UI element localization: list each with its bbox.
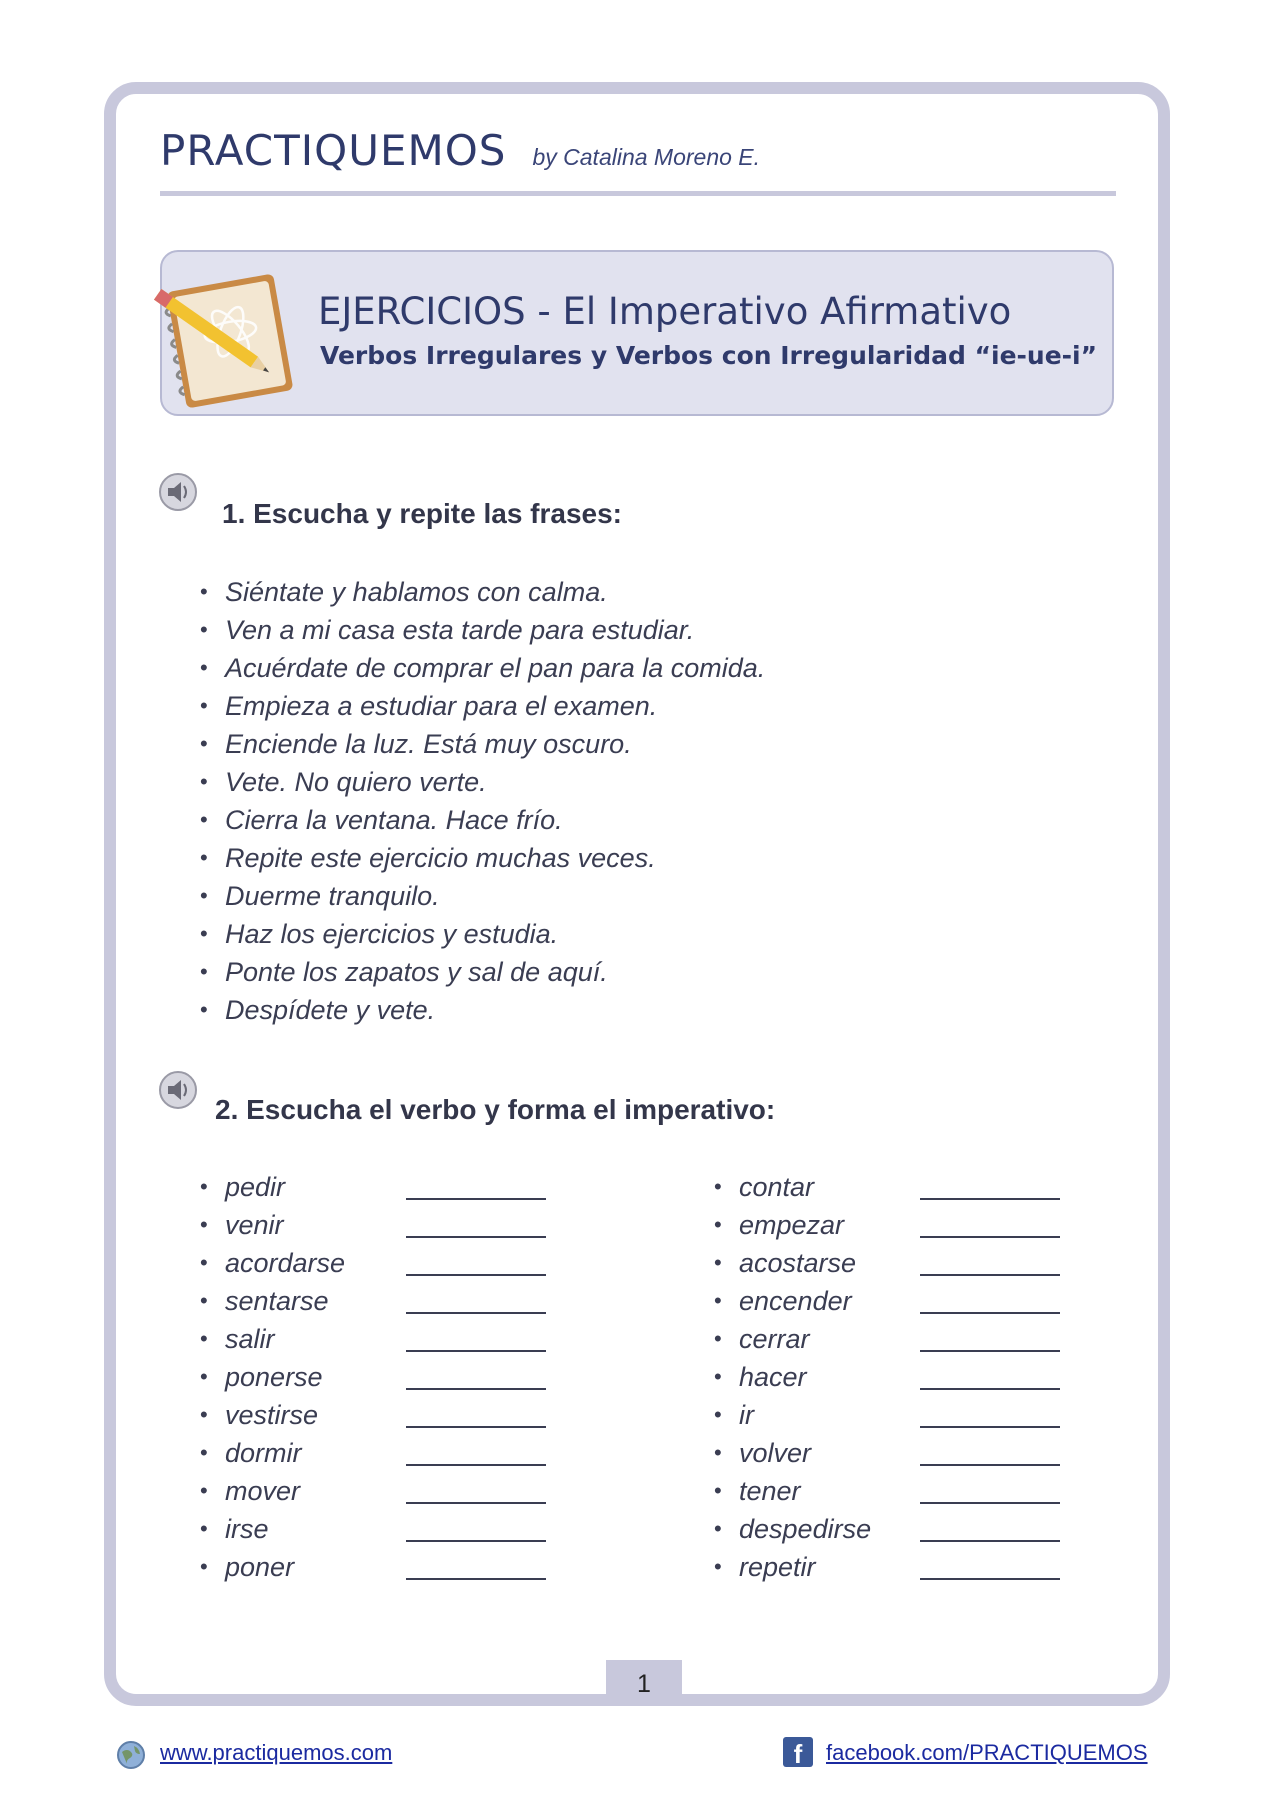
answer-blank[interactable] — [406, 1388, 546, 1390]
answer-blank[interactable] — [920, 1236, 1060, 1238]
worksheet-subtitle: Verbos Irregulares y Verbos con Irregularidad “ie-ue-i” — [320, 341, 1098, 370]
list-item: • dormir — [200, 1434, 345, 1472]
verb-list-right — [714, 1168, 871, 1586]
list-item: • pedir — [200, 1168, 345, 1206]
answer-blank[interactable] — [406, 1426, 546, 1428]
answer-blank[interactable] — [920, 1388, 1060, 1390]
sentence-list — [200, 573, 765, 1029]
list-item: • Haz los ejercicios y estudia. — [200, 919, 559, 949]
answer-blank[interactable] — [406, 1312, 546, 1314]
facebook-link[interactable]: facebook.com/PRACTIQUEMOS — [826, 1740, 1148, 1765]
list-item: • Siéntate y hablamos con calma. — [200, 577, 608, 607]
list-item: • salir — [200, 1320, 345, 1358]
list-item: • Acuérdate de comprar el pan para la comida. — [200, 653, 766, 683]
list-item: • ir — [714, 1396, 871, 1434]
list-item: • contar — [714, 1168, 871, 1206]
list-item: • Repite este ejercicio muchas veces. — [200, 843, 656, 873]
list-item: • Despídete y vete. — [200, 995, 436, 1025]
list-item: • repetir — [714, 1548, 871, 1586]
list-item: • vestirse — [200, 1396, 345, 1434]
list-item: • mover — [200, 1472, 345, 1510]
answer-blank[interactable] — [406, 1350, 546, 1352]
list-item: • hacer — [714, 1358, 871, 1396]
list-item: • Ponte los zapatos y sal de aquí. — [200, 957, 608, 987]
globe-icon — [116, 1740, 146, 1770]
list-item: • cerrar — [714, 1320, 871, 1358]
answer-blank[interactable] — [920, 1274, 1060, 1276]
list-item: • Cierra la ventana. Hace frío. — [200, 805, 563, 835]
worksheet-title: EJERCICIOS - El Imperativo Afirmativo — [318, 290, 1012, 333]
list-item: • Vete. No quiero verte. — [200, 767, 487, 797]
list-item: • empezar — [714, 1206, 871, 1244]
answer-blank[interactable] — [406, 1502, 546, 1504]
list-item: • Ven a mi casa esta tarde para estudiar. — [200, 615, 695, 645]
website-link[interactable]: www.practiquemos.com — [160, 1740, 393, 1765]
answer-blank[interactable] — [920, 1312, 1060, 1314]
verb-list-left — [200, 1168, 345, 1586]
answer-blank[interactable] — [406, 1540, 546, 1542]
answer-blank[interactable] — [920, 1426, 1060, 1428]
list-item: • irse — [200, 1510, 345, 1548]
answer-blank[interactable] — [920, 1502, 1060, 1504]
answer-blank[interactable] — [920, 1198, 1060, 1200]
answer-blank[interactable] — [920, 1464, 1060, 1466]
list-item: • acostarse — [714, 1244, 871, 1282]
facebook-icon[interactable]: f — [783, 1737, 813, 1767]
exercise-1-title: 1. Escucha y repite las frases: — [222, 498, 622, 529]
notebook-pencil-icon — [146, 270, 316, 410]
list-item: • Enciende la luz. Está muy oscuro. — [200, 729, 632, 759]
answer-blank[interactable] — [406, 1274, 546, 1276]
answer-blank[interactable] — [406, 1464, 546, 1466]
list-item: • despedirse — [714, 1510, 871, 1548]
list-item: • ponerse — [200, 1358, 345, 1396]
list-item: • encender — [714, 1282, 871, 1320]
speaker-icon[interactable] — [158, 1070, 198, 1110]
answer-blank[interactable] — [920, 1578, 1060, 1580]
answer-blank[interactable] — [920, 1540, 1060, 1542]
list-item: • sentarse — [200, 1282, 345, 1320]
speaker-icon[interactable] — [158, 472, 198, 512]
exercise-2-title: 2. Escucha el verbo y forma el imperativo: — [215, 1094, 776, 1125]
answer-blank[interactable] — [406, 1198, 546, 1200]
list-item: • Duerme tranquilo. — [200, 881, 440, 911]
author-credit: by Catalina Moreno E. — [532, 144, 761, 170]
list-item: • volver — [714, 1434, 871, 1472]
list-item: • acordarse — [200, 1244, 345, 1282]
page-number: 1 — [606, 1660, 682, 1706]
answer-blank[interactable] — [406, 1236, 546, 1238]
list-item: • Empieza a estudiar para el examen. — [200, 691, 658, 721]
list-item: • poner — [200, 1548, 345, 1586]
header — [160, 126, 760, 175]
brand-title: PRACTIQUEMOS — [160, 126, 507, 175]
list-item: • venir — [200, 1206, 345, 1244]
answer-blank[interactable] — [406, 1578, 546, 1580]
header-divider — [160, 191, 1116, 196]
answer-blank[interactable] — [920, 1350, 1060, 1352]
list-item: • tener — [714, 1472, 871, 1510]
